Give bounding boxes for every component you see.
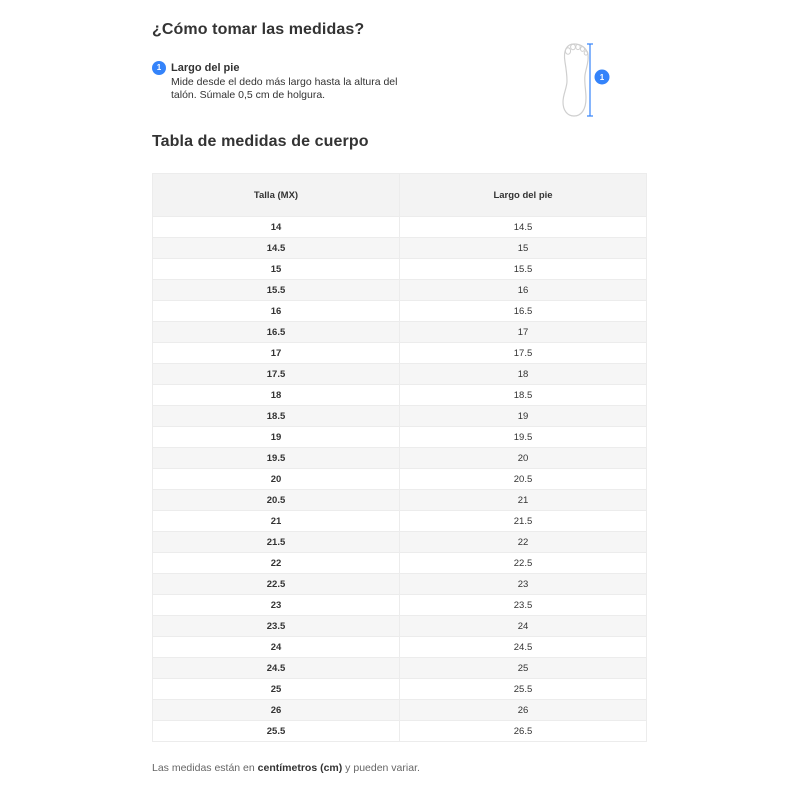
step-description: Mide desde el dedo más largo hasta la altura del talón. Súmale 0,5 cm de holgura.	[171, 76, 398, 101]
table-row	[153, 679, 647, 700]
foot-length-cell: 17.5	[400, 343, 647, 364]
table-row	[153, 364, 647, 385]
step-number-badge: 1	[152, 61, 166, 75]
size-cell: 20.5	[153, 490, 400, 511]
table-row	[153, 448, 647, 469]
foot-length-cell: 17	[400, 322, 647, 343]
size-cell: 21.5	[153, 532, 400, 553]
size-table-body	[153, 217, 647, 742]
column-header-size: Talla (MX)	[153, 174, 400, 217]
toe-shape	[576, 44, 580, 49]
measure-marker-number: 1	[599, 73, 605, 82]
foot-length-cell: 22	[400, 532, 647, 553]
foot-length-cell: 20	[400, 448, 647, 469]
foot-length-cell: 19.5	[400, 427, 647, 448]
foot-length-cell: 21.5	[400, 511, 647, 532]
size-cell: 23	[153, 595, 400, 616]
foot-length-cell: 24.5	[400, 637, 647, 658]
toe-shape	[565, 48, 570, 54]
toe-shape	[571, 44, 576, 50]
table-row	[153, 553, 647, 574]
table-row	[153, 721, 647, 742]
step-title: Largo del pie	[171, 62, 240, 74]
table-row	[153, 322, 647, 343]
table-row	[153, 301, 647, 322]
table-header-row	[153, 174, 647, 217]
table-row	[153, 259, 647, 280]
table-row	[153, 574, 647, 595]
foot-length-cell: 24	[400, 616, 647, 637]
table-row	[153, 343, 647, 364]
table-row	[153, 385, 647, 406]
foot-length-cell: 23.5	[400, 595, 647, 616]
table-row	[153, 490, 647, 511]
size-cell: 14.5	[153, 238, 400, 259]
foot-length-cell: 21	[400, 490, 647, 511]
size-cell: 22	[153, 553, 400, 574]
foot-length-cell: 16.5	[400, 301, 647, 322]
foot-length-cell: 18	[400, 364, 647, 385]
table-row	[153, 427, 647, 448]
foot-length-cell: 22.5	[400, 553, 647, 574]
size-cell: 23.5	[153, 616, 400, 637]
table-row	[153, 238, 647, 259]
foot-outline-icon	[548, 38, 618, 120]
size-cell: 16	[153, 301, 400, 322]
size-cell: 15	[153, 259, 400, 280]
table-row	[153, 637, 647, 658]
size-cell: 26	[153, 700, 400, 721]
units-footnote	[152, 762, 420, 774]
table-row	[153, 217, 647, 238]
foot-length-cell: 20.5	[400, 469, 647, 490]
size-cell: 15.5	[153, 280, 400, 301]
size-cell: 18	[153, 385, 400, 406]
size-table-title: Tabla de medidas de cuerpo	[152, 133, 369, 150]
size-cell: 25.5	[153, 721, 400, 742]
size-table	[152, 173, 647, 742]
size-cell: 25	[153, 679, 400, 700]
foot-length-cell: 14.5	[400, 217, 647, 238]
table-row	[153, 511, 647, 532]
foot-length-cell: 19	[400, 406, 647, 427]
how-to-measure-title: ¿Cómo tomar las medidas?	[152, 21, 365, 38]
size-cell: 18.5	[153, 406, 400, 427]
foot-length-cell: 25	[400, 658, 647, 679]
size-cell: 16.5	[153, 322, 400, 343]
foot-measure-figure	[548, 38, 618, 120]
toe-shape	[581, 47, 585, 52]
footnote-suffix: y pueden variar.	[342, 762, 420, 774]
size-cell: 20	[153, 469, 400, 490]
column-header-foot-length: Largo del pie	[400, 174, 647, 217]
table-row	[153, 616, 647, 637]
foot-length-cell: 18.5	[400, 385, 647, 406]
table-row	[153, 406, 647, 427]
table-row	[153, 700, 647, 721]
foot-length-cell: 26.5	[400, 721, 647, 742]
table-row	[153, 658, 647, 679]
size-cell: 17	[153, 343, 400, 364]
table-row	[153, 280, 647, 301]
footnote-units: centímetros (cm)	[257, 762, 343, 774]
size-cell: 17.5	[153, 364, 400, 385]
foot-length-cell: 15.5	[400, 259, 647, 280]
foot-length-cell: 23	[400, 574, 647, 595]
size-cell: 19	[153, 427, 400, 448]
size-cell: 19.5	[153, 448, 400, 469]
table-row	[153, 469, 647, 490]
foot-length-cell: 25.5	[400, 679, 647, 700]
size-cell: 14	[153, 217, 400, 238]
size-cell: 24.5	[153, 658, 400, 679]
size-cell: 24	[153, 637, 400, 658]
table-row	[153, 532, 647, 553]
foot-length-cell: 15	[400, 238, 647, 259]
table-row	[153, 595, 647, 616]
foot-length-cell: 16	[400, 280, 647, 301]
foot-length-cell: 26	[400, 700, 647, 721]
size-cell: 22.5	[153, 574, 400, 595]
size-cell: 21	[153, 511, 400, 532]
footnote-prefix: Las medidas están en	[152, 762, 258, 774]
